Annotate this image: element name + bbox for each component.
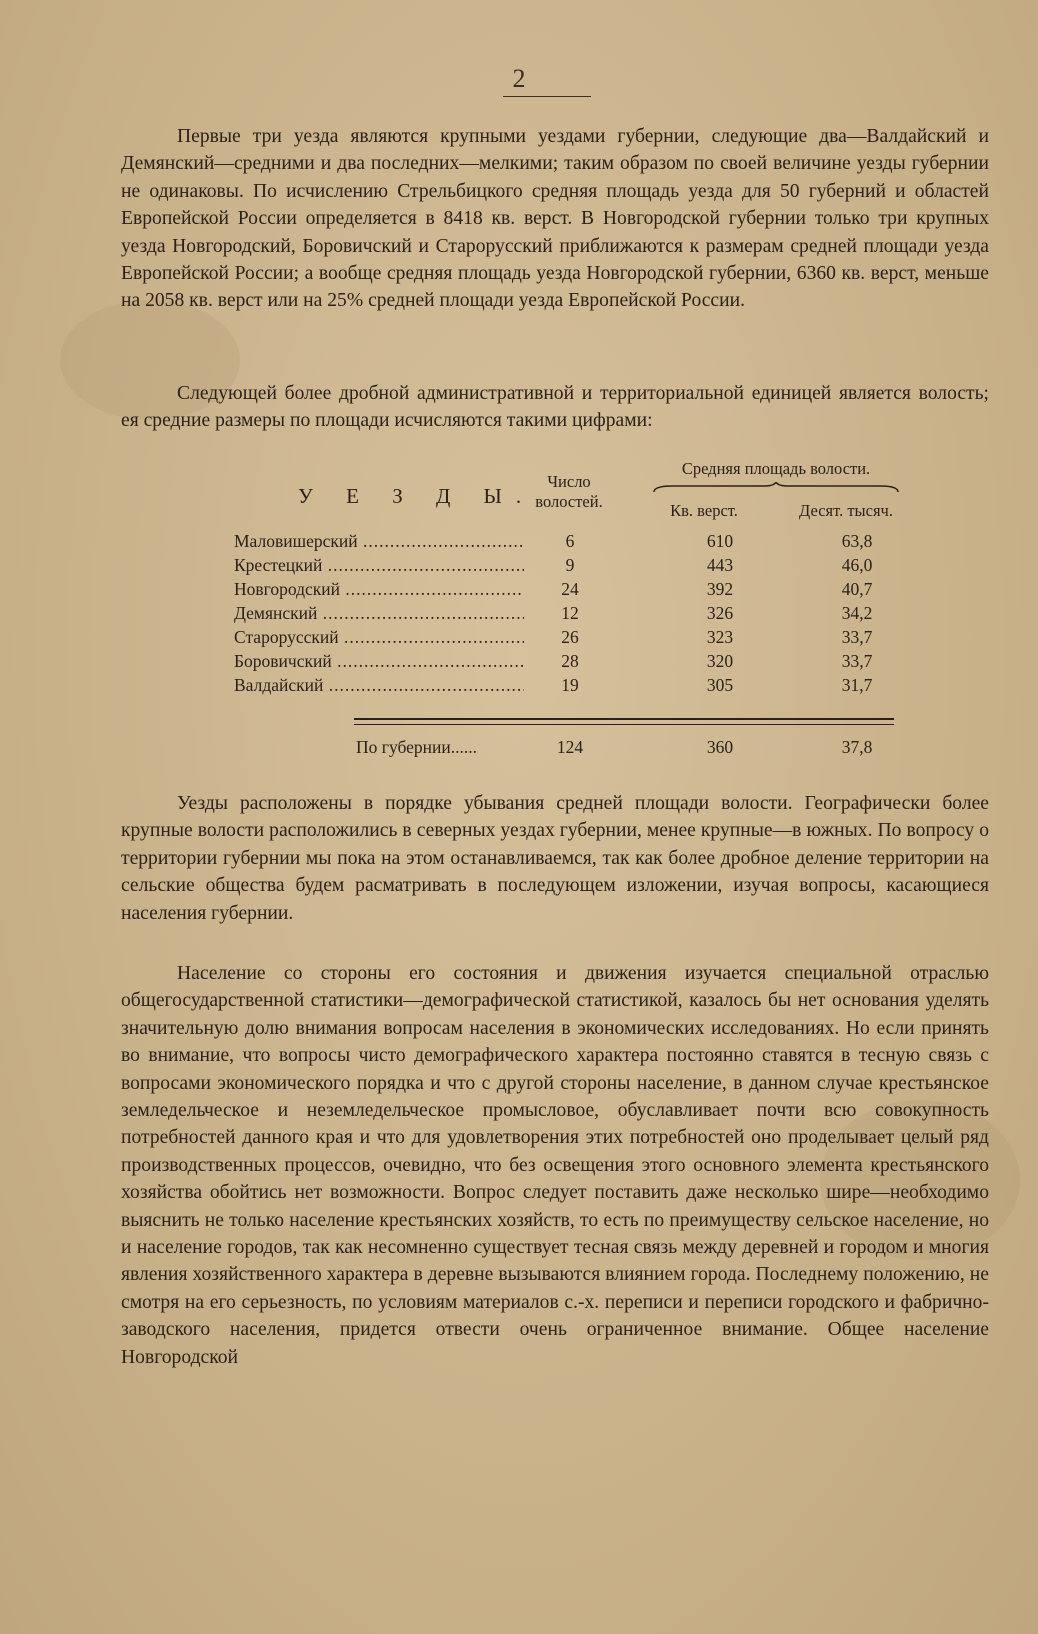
area-versts: 610 bbox=[706, 531, 734, 551]
uezd-name: Боровичский ..... bbox=[234, 651, 524, 672]
table-row bbox=[0, 603, 1038, 627]
header-sq-versts: Кв. верст. bbox=[670, 501, 738, 520]
volost-count: 26 bbox=[561, 627, 579, 647]
table-row bbox=[0, 531, 1038, 555]
page-number-rule bbox=[503, 96, 591, 97]
table-row bbox=[0, 627, 1038, 651]
uezd-name: Новгородский ..... bbox=[234, 579, 524, 600]
table-row bbox=[0, 651, 1038, 675]
area-desyatiny: 40,7 bbox=[841, 579, 873, 599]
uezd-name: Маловишерский ..... bbox=[234, 531, 524, 552]
area-versts: 305 bbox=[706, 675, 734, 695]
area-desyatiny: 33,7 bbox=[841, 651, 873, 671]
table-rule bbox=[354, 718, 894, 720]
area-versts: 326 bbox=[706, 603, 734, 623]
volost-count: 28 bbox=[561, 651, 579, 671]
header-desyatiny: Десят. тысяч. bbox=[799, 501, 893, 520]
header-avg-area: Средняя площадь волости. bbox=[681, 459, 871, 478]
table-row bbox=[0, 555, 1038, 579]
paragraph-4 bbox=[121, 960, 989, 1371]
header-count: Число волостей. bbox=[535, 472, 603, 511]
paragraph-text: Уезды расположены в порядке убывания средней площади волости. Географически более крупные волости расположились в северных уездах губернии, менее крупные—в южных. По вопросу о территории губернии мы пока на этом останавливаемся, так как более дробное деление территории на сельские общества будем расматривать в последующем изложении, изучая вопросы, касающиеся населения губернии. bbox=[121, 793, 989, 924]
total-area-desyatiny: 37,8 bbox=[841, 737, 873, 757]
area-desyatiny: 63,8 bbox=[841, 531, 873, 551]
paragraph-2 bbox=[121, 380, 989, 435]
area-desyatiny: 34,2 bbox=[841, 603, 873, 623]
total-count: 124 bbox=[556, 737, 584, 757]
paragraph-text: Первые три уезда являются крупными уездами губернии, следующие два—Валдайский и Демянский—средними и два последних—мелкими; таким образом по своей величине уезды губернии не одинаковы. По исчислению Стрельбицкого средняя площадь уезда для 50 губерний и областей Европейской России определяется в 8418 кв. верст. В Новгородской губернии только три крупных уезда Новгородский, Боровичский и Старорусский приближаются к размерам средней площади уезда Европейской России; а вообще средняя площадь уезда Новгородской губернии, 6360 кв. верст, меньше на 2058 кв. верст или на 25% средней площади уезда Европейской России. bbox=[121, 126, 989, 312]
volost-count: 6 bbox=[565, 531, 575, 551]
volost-count: 12 bbox=[561, 603, 579, 623]
paragraph-text: Следующей более дробной административной и территориальной единицей является волость; ея средние размеры по площади исчисляются такими цифрами: bbox=[121, 383, 989, 432]
table-row bbox=[0, 675, 1038, 699]
uezd-name: Валдайский ..... bbox=[234, 675, 524, 696]
area-desyatiny: 33,7 bbox=[841, 627, 873, 647]
page-number: 2 bbox=[512, 64, 526, 93]
total-area-versts: 360 bbox=[706, 737, 734, 757]
area-versts: 323 bbox=[706, 627, 734, 647]
area-versts: 443 bbox=[706, 555, 734, 575]
header-uezdy: У Е З Д Ы. bbox=[298, 484, 536, 508]
volost-count: 19 bbox=[561, 675, 579, 695]
volost-count: 9 bbox=[565, 555, 575, 575]
total-label: По губернии...... bbox=[356, 737, 477, 757]
area-desyatiny: 46,0 bbox=[841, 555, 873, 575]
area-desyatiny: 31,7 bbox=[841, 675, 873, 695]
paragraph-text: Население со стороны его состояния и движения изучается специальной отраслью общегосударственной статистики—демографической статистикой, казалось бы нет основания уделять значительную долю внимания вопросам населения в экономических исследованиях. Но если принять во внимание, что вопросы чисто демографического характера постоянно ставятся в тесную связь с вопросами экономического порядка и что с другой стороны население, в данном случае крестьянское земледельческое и неземледельческое промысловое, обуславливает почти всю совокупность потребностей данного края и что для удовлетворения этих потребностей оно проделывает целый ряд производственных процессов, очевидно, что без освещения этого основного элемента крестьянского хозяйства обойтись нет возможности. Вопрос следует поставить даже несколько шире—необходимо выяснить не только население крестьянских хозяйств, то есть по преимуществу сельское население, но и население городов, так как несомненно существует тесная связь между деревней и городом и многия явления хозяйственного характера в деревне вызываются влиянием города. Последнему положению, не смотря на его серьезность, по условиям материалов с.-х. переписи и переписи городского и фабрично-заводского населения, придется отвести очень ограниченное внимание. Общее население Новгородской bbox=[121, 963, 989, 1368]
area-versts: 320 bbox=[706, 651, 734, 671]
volost-count: 24 bbox=[561, 579, 579, 599]
header-brace bbox=[652, 482, 900, 494]
table-row bbox=[0, 579, 1038, 603]
uezd-name: Старорусский ..... bbox=[234, 627, 524, 648]
paragraph-1 bbox=[121, 123, 989, 315]
uezd-name: Демянский ..... bbox=[234, 603, 524, 624]
paragraph-3 bbox=[121, 790, 989, 927]
table-rule bbox=[354, 724, 894, 725]
uezd-name: Крестецкий ..... bbox=[234, 555, 524, 576]
area-versts: 392 bbox=[706, 579, 734, 599]
